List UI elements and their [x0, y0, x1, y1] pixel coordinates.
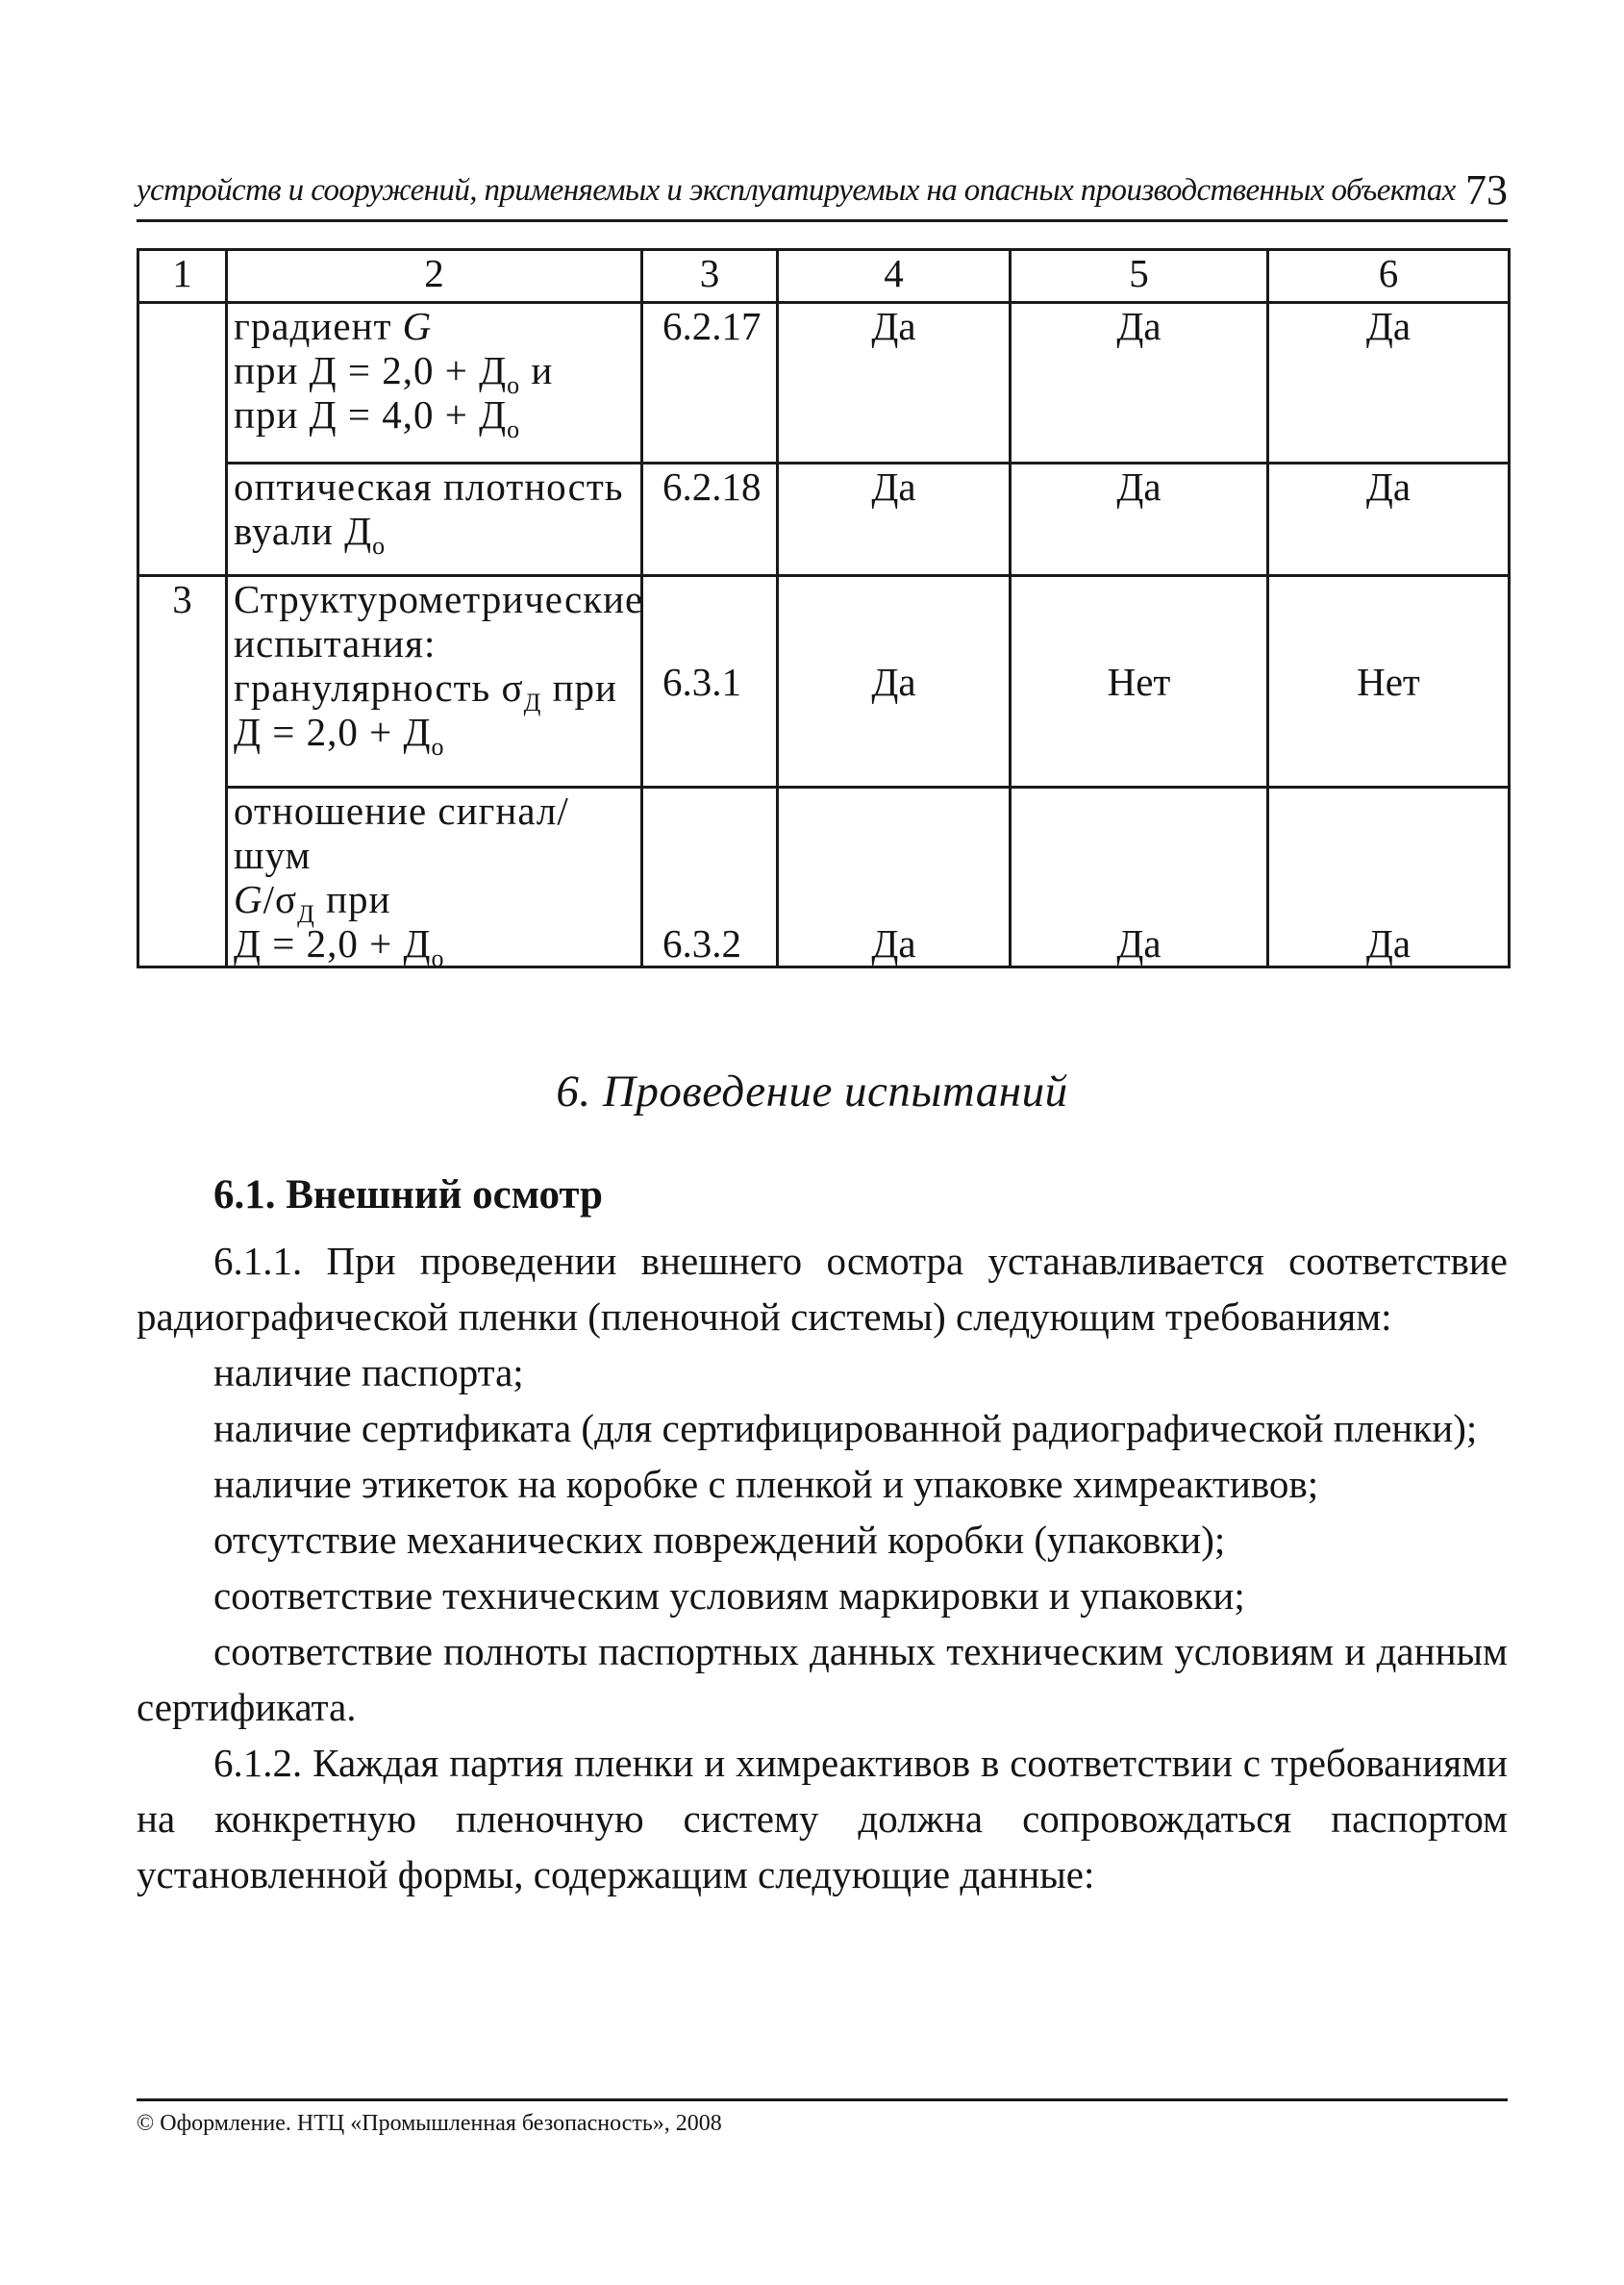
value-cell: Да [778, 576, 1011, 788]
value-cell: Нет [1268, 576, 1510, 788]
parameter-cell [227, 303, 642, 464]
value-cell: Да [1268, 464, 1510, 576]
table-row [138, 576, 1510, 788]
list-item: соответствие техническим условиям маркировки и упаковки; [213, 1573, 1245, 1618]
row-number-cell [138, 303, 227, 576]
spec-table [137, 248, 1511, 972]
parameter-cell [227, 464, 642, 576]
parameter-line: $G/\sigma_Д$ при [234, 877, 391, 928]
section-title: 6. Проведение испытаний [556, 1067, 1068, 1117]
clause-ref-cell: 6.3.1 [642, 576, 778, 788]
column-header: 5 [1011, 250, 1268, 303]
parameter-line: при $Д = 2,0 + Д_о$ и [234, 348, 554, 399]
clause-ref-cell: 6.3.2 [642, 788, 778, 967]
row-number-cell: 3 [138, 576, 227, 967]
value-cell: Да [778, 303, 1011, 464]
parameter-line: вуали $Д_о$ [234, 509, 387, 560]
subsection-title: 6.1. Внешний осмотр [213, 1172, 603, 1218]
table-row [138, 788, 1510, 967]
table-row [138, 464, 1510, 576]
parameter-line: отношение сигнал/шум [234, 789, 569, 877]
column-header: 3 [642, 250, 778, 303]
parameter-cell [227, 576, 642, 788]
list-item: отсутствие механических повреждений коробки (упаковки); [213, 1518, 1226, 1562]
value-cell: Да [778, 788, 1011, 967]
clause-ref-cell: 6.2.18 [642, 464, 778, 576]
table-header-row [138, 250, 1510, 303]
list-item: наличие сертификата (для сертифицированной радиографической пленки); [213, 1406, 1478, 1450]
parameter-line: градиент G [234, 304, 433, 348]
column-header: 4 [778, 250, 1011, 303]
parameter-line: Структурометрические [234, 577, 644, 621]
value-cell: Да [778, 464, 1011, 576]
paragraph: 6.1.2. Каждая партия пленки и химреактивов в соответствии с требованиями на конкретную пленочную систему должна сопровождаться паспортом установленной формы, содержащим следующие данные: [137, 1741, 1508, 1896]
page-number: 73 [1465, 166, 1508, 213]
paragraph: 6.1.1. При проведении внешнего осмотра устанавливается соответствие радиографической пленки (пленочной системы) следующим требованиям: [137, 1239, 1508, 1339]
list-item: наличие паспорта; [213, 1350, 524, 1394]
clause-ref-cell: 6.2.17 [642, 303, 778, 464]
list-item: соответствие полноты паспортных данных техническим условиям и данным сертификата. [137, 1629, 1508, 1729]
footer-copyright: © Оформление. НТЦ «Промышленная безопасность», 2008 [137, 2098, 1508, 2137]
value-cell: Да [1268, 788, 1510, 967]
value-cell: Да [1011, 788, 1268, 967]
column-header: 1 [138, 250, 227, 303]
parameter-line: $Д = 2,0 + Д_о$ [234, 921, 445, 972]
table-row [138, 303, 1510, 464]
running-header-title: устройств и сооружений, применяемых и эксплуатируемых на опасных производственных объектах [137, 173, 1456, 208]
column-header: 6 [1268, 250, 1510, 303]
parameter-line: $Д = 2,0 + Д_о$ [234, 710, 445, 761]
running-header [137, 166, 1508, 222]
parameter-line: испытания: [234, 621, 437, 665]
value-cell: Нет [1011, 576, 1268, 788]
parameter-line: при $Д = 4,0 + Д_о$ [234, 392, 521, 443]
value-cell: Да [1268, 303, 1510, 464]
body-text [137, 1233, 1508, 1902]
parameter-line: оптическая плотность [234, 465, 624, 509]
parameter-line: гранулярность $\sigma_Д$ при [234, 665, 617, 716]
value-cell: Да [1011, 303, 1268, 464]
value-cell: Да [1011, 464, 1268, 576]
column-header: 2 [227, 250, 642, 303]
list-item: наличие этикеток на коробке с пленкой и упаковке химреактивов; [213, 1462, 1319, 1506]
parameter-cell [227, 788, 642, 972]
